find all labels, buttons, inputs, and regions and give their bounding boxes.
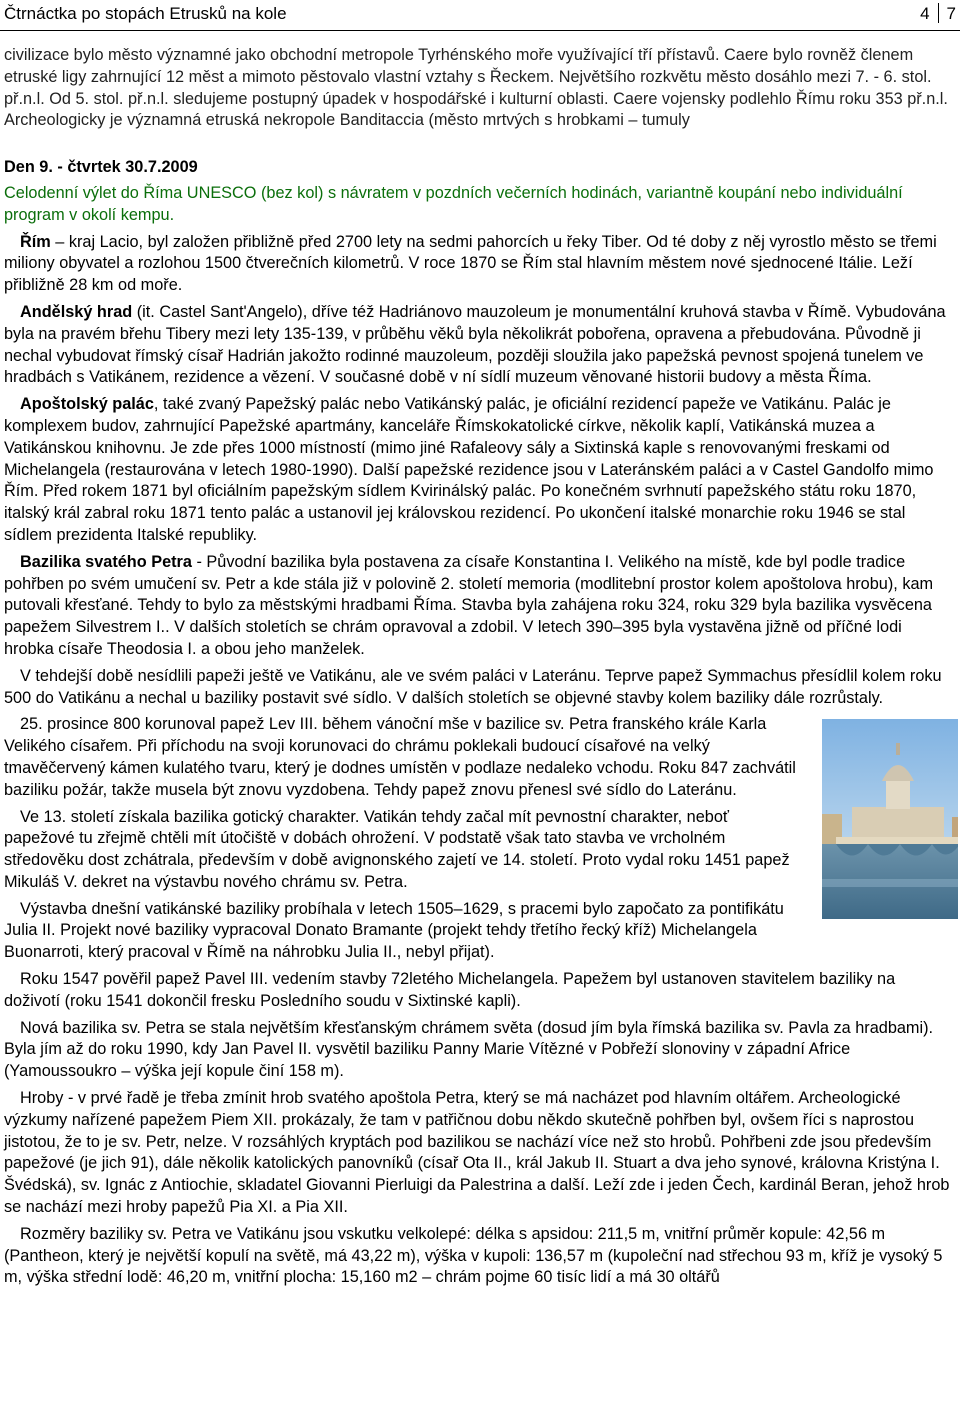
page-separator (938, 3, 939, 23)
angel-castle-term: Andělský hrad (20, 302, 133, 321)
water-reflection (822, 879, 958, 887)
history-paragraph: V tehdejší době nesídlili papeži ještě ve Vatikánu, ale ve svém paláci v Lateránu. Teprve papež Symmachus přesídlil kolem roku 500 do Vatikánu a nechal u baziliky postavit své sídlo. V dalších stoletích se objevné stavby kolem baziliky dále rozrůstaly. (4, 666, 942, 707)
rome-term: Řím (20, 232, 51, 251)
basilica-term: Bazilika svatého Petra (20, 552, 192, 571)
total-pages: 7 (946, 4, 956, 23)
day-summary: Celodenní výlet do Říma UNESCO (bez kol) s návratem v pozdních večerních hodinách, variantně koupání nebo individuální program v okolí kempu. (4, 183, 903, 224)
basilica-facade (852, 807, 944, 841)
bridge-deck (836, 837, 958, 844)
day-heading: Den 9. - čtvrtek 30.7.2009 (4, 158, 198, 177)
history-paragraph (4, 714, 954, 801)
history-text: 25. prosince 800 korunoval papež Lev III. během vánoční mše v bazilice sv. Petra franského krále Karla Velikého císařem. Při příchodu na svoji korunovaci do chrámu poklekali budoucí císařové na velký tmavěčervený kámen kulatého tvaru, který je dodnes umístěn v podlaze nedaleko vchodu. Roku 847 zachvátil baziliku požár, takže musela být znovu vyzdobena. Tehdy papež znovu přenesl své sídlo do Lateránu. (4, 715, 796, 799)
intro-paragraph: civilizace bylo město významné jako obchodní metropole Tyrhénského moře využívající tří přístavů. Caere bylo rovněž členem etruské ligy zahrnující 12 měst a mimoto pěstovalo vlastní vztahy s Řeckem. Největšího rozkvětu město dosáhlo mezi 7. - 6. stol. př.n.l. Od 5. stol. př.n.l. sledujeme postupný úpadek v hospodářské i kulturní oblasti. Caere vojensky podlehlo Římu roku 353 př.n.l. Archeologicky je významná etruská nekropole Banditaccia (město mrtvých s hrobkami – tumuly (4, 46, 948, 130)
document-title: Čtrnáctka po stopách Etrusků na kole (4, 4, 287, 23)
graves-paragraph: Hroby - v prvé řadě je třeba zmínit hrob svatého apoštola Petra, který se má nacházet pod hlavním oltářem. Archeologické výzkumy nařízené papežem Piem XII. prokázaly, že tam v patřičnou dobu někdo skutečně pohřben byl, ovšem říci s naprostou jistotou, že to je sv. Petr, nelze. V rozsáhlých kryptách pod bazilikou se nachází více než sto hrobů. Pohřbeni zde jsou především papežové (je jich 91), dále několik katolických panovníků (císař Ota II., král Jakub II. Stuart a dva jeho synové, královna Kristýna I. Švédská), sv. Ignác z Antiochie, skladatel Giovanni Pierluigi da Palestrina a další. Leží zde i jeden Čech, kardinál Beran, jehož hrob se nachází mezi hroby papežů Pia XI. a Pia XII. (4, 1089, 950, 1217)
angel-castle-paragraph (4, 302, 954, 389)
current-page: 4 (920, 4, 930, 23)
history-paragraph: Výstavba dnešní vatikánské baziliky probíhala v letech 1505–1629, s pracemi bylo započato za pontifikátu Julia II. Projekt nové baziliky vypracoval Donato Bramante (projekt tehdy třetího řecký kříž) Michelangela Buonarroti, který pracoval v Římě na náhrobku Julia II., nebyl přijat). (4, 899, 784, 962)
page-number (920, 3, 956, 25)
dome-drum (886, 779, 910, 809)
document-body (4, 45, 954, 1289)
angel-castle-text: (it. Castel Sant'Angelo), dříve též Hadriánovo mauzoleum je monumentální kruhová stavba v Římě. Vybudována byla na pravém břehu Tibery mezi lety 135-139, v průběhu věků byla několikrát pobořena, opravena a přebudována. Původně ji nechal vybudovat římský císař Hadrián jakožto rodinné mauzoleum, později sloužila jako papežská pevnost spojená tunelem ve hradbách s Vatikánem, rezidence a vězení. V současné době v ní sídlí muzeum věnované historii budovy a města Říma. (4, 302, 946, 387)
st-peters-photo (806, 719, 958, 919)
apostolic-palace-text: , také zvaný Papežský palác nebo Vatikánský palác, je oficiální rezidencí papeže ve Vatikánu. Palác je komplexem budov, zahrnující Papežské apartmány, kanceláře Římskokatolické církve, několik kaplí, Vatikánská muzea a Vatikánskou knihovnu. Je zde přes 1000 místností (mimo jiné Rafaleovy sály a Sixtinská kaple s renovovanými freskami od Michelangela (restaurována v letech 1980-1990). Další papežské rezidence jsou v Lateránském paláci a v Castel Gandolfo mimo Řím. Před rokem 1871 byl oficiálním papežským sídlem Kvirinálský palác. Po konečném svrhnutí papežského státu roku 1870, italský král zabral roku 1871 tento palác a ustanovil jej královskou rezidencí. Po ukončení italské monarchie roku 1946 se stal sídlem prezidenta Italské republiky. (4, 395, 934, 544)
dome-lantern (896, 743, 900, 755)
page-header (4, 3, 956, 27)
rome-text: – kraj Lacio, byl založen přibližně před 2700 lety na sedmi pahorcích u řeky Tiber. Od té doby z něj vyrostlo město se třemi miliony obyvatel a rozlohou 1500 čtverečních kilometrů. V roce 1870 se Řím stal hlavním městem nové sjednocené Itálie. Leží přibližně 28 km od moře. (4, 232, 937, 295)
st-peters-illustration (822, 719, 958, 919)
basilica-paragraph (4, 552, 954, 661)
basilica-text: - Původní bazilika byla postavena za císaře Konstantina I. Velikého na místě, kde byl podle tradice pohřben po svém umučení sv. Petr a kde stála již v polovině 2. století memoria (modlitební prostor kolem apoštolova hrobu), kam putovali křesťané. Tehdy to bylo za městskými hradbami Říma. Stavba byla zahájena roku 324, roku 329 byla bazilika vysvěcena papežem Silvestrem I.. V dalších stoletích se chrám opravoval a zdobil. V letech 390–395 byla vystavěna jižně od příčné lodi hrobka císaře Theodosia I. a obou jeho manželek. (4, 552, 934, 658)
apostolic-palace-paragraph (4, 394, 954, 547)
rome-paragraph (4, 232, 954, 297)
apostolic-palace-term: Apoštolský palác (20, 395, 154, 414)
history-paragraph: Nová bazilika sv. Petra se stala největším křesťanským chrámem světa (dosud jím byla římská bazilika sv. Pavla za hradbami). Byla jím až do roku 1990, kdy Jan Pavel II. vysvětil baziliku Panny Marie Vítězné v Pobřeží slonoviny v západní Africe (Yamoussoukro – výška její kopule činí 158 m). (4, 1018, 934, 1081)
header-rule (0, 30, 960, 31)
history-paragraph: Ve 13. století získala bazilika gotický charakter. Vatikán tehdy začal mít pevnostní charakter, neboť papežové tu zřejmě chtěli mít útočiště v dobách ohrožení. V podstatě však tato stavba ve vrcholném středověku dost zchátrala, především v době avignonského zajetí ve 14. století. Proto vydal roku 1451 papež Mikuláš V. dekret na výstavbu nového chrámu sv. Petra. (4, 807, 790, 891)
history-paragraph: Roku 1547 pověřil papež Pavel III. vedením stavby 72letého Michelangela. Papežem byl ustanoven stavitelem baziliky na doživotí (roku 1541 dokončil fresku Posledního soudu v Sixtinské kapli). (4, 970, 896, 1010)
dimensions-paragraph: Rozměry baziliky sv. Petra ve Vatikánu jsou vskutku velkolepé: délka s apsidou: 211,5 m, vnitřní průměr kopule: 42,56 m (Pantheon, který je největší kopulí na světě, má 43,22 m), výška v kupoli: 136,57 m (kupoleční nad střechou 93 m, kříž je vysoký 5 m, výška střední lodě: 46,20 m, vnitřní plocha: 15,160 m2 – chrám pojme 60 tisíc lidí a má 30 oltářů (4, 1224, 943, 1287)
